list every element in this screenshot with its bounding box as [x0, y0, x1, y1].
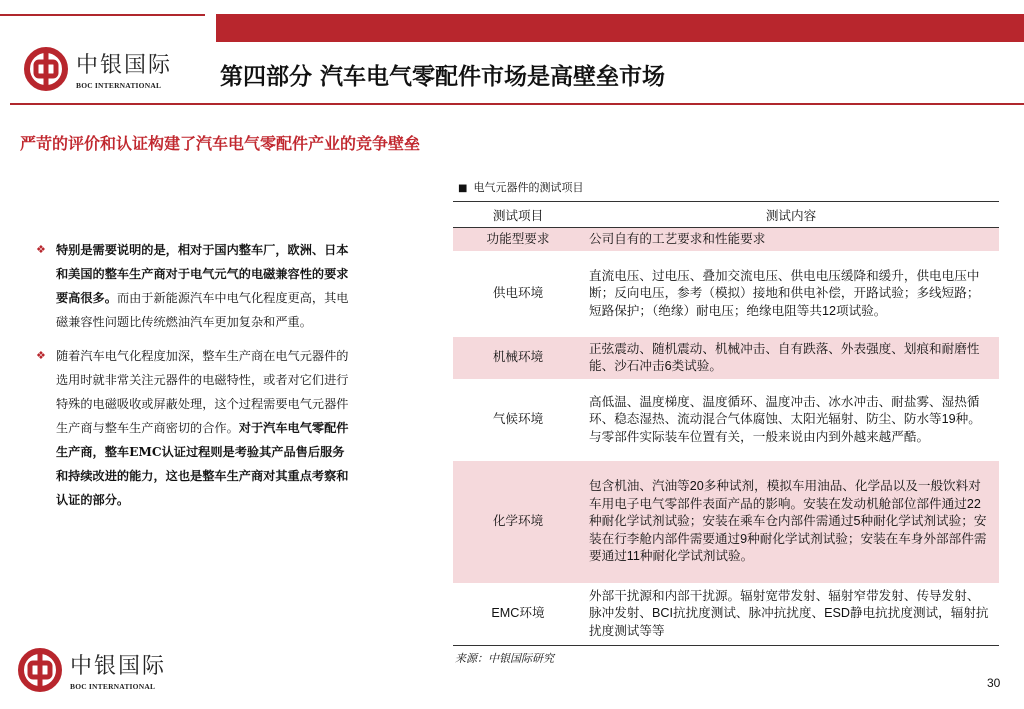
top-banner-bar — [216, 14, 1024, 42]
table-row — [453, 337, 999, 379]
boc-logo-icon — [18, 648, 62, 692]
top-rule-left — [0, 14, 205, 16]
test-content-cell: 正弦震动、随机震动、机械冲击、自有跌落、外表强度、划痕和耐磨性能、沙石冲击6类试验。 — [583, 337, 999, 379]
bullet-1-bold-text: 特别是需要说明的是，相对于国内整车厂，欧洲、日本和美国的整车生产商对于电气元气的电磁兼容性的要求要高很多。 — [56, 243, 349, 305]
source-note: 来源：中银国际研究 — [455, 652, 554, 665]
square-bullet-icon: ■ — [458, 183, 468, 194]
test-item-cell: 功能型要求 — [453, 228, 583, 252]
table-row — [453, 583, 999, 646]
table-row — [453, 251, 999, 337]
test-item-cell: 机械环境 — [453, 337, 583, 379]
column-header-item: 测试项目 — [453, 202, 583, 228]
test-content-cell: 高低温、温度梯度、温度循环、温度冲击、冰水冲击、耐盐雾、湿热循环、稳态湿热、流动混合气体腐蚀、太阳光辐射、防尘、防水等19种。与零部件实际装车位置有关，一般来说由内到外越来越严酷。 — [589, 394, 981, 444]
boc-logo-icon — [24, 47, 68, 91]
bullet-list — [36, 238, 356, 522]
company-logo — [24, 47, 172, 91]
table-row — [453, 379, 999, 461]
test-item-cell: 供电环境 — [492, 286, 544, 301]
test-item-cell: 化学环境 — [453, 461, 583, 583]
bullet-item-2 — [36, 344, 356, 512]
logo-english-text: BOC INTERNATIONAL — [70, 682, 156, 691]
bullet-1-text: 而由于新能源汽车中电气化程度更高，其电磁兼容性问题比传统燃油汽车更加复杂和严重。 — [56, 291, 349, 329]
table-caption — [458, 179, 583, 195]
test-item-cell: EMC环境 — [453, 583, 583, 646]
bullet-2-bold-text: 对于汽车电气零配件生产商，整车EMC认证过程则是考验其产品售后服务和持续改进的能力，这也是整车生产商对其重点考察和认证的部分。 — [56, 421, 349, 507]
logo-chinese-text: 中银国际 — [76, 53, 173, 78]
test-content-cell: 包含机油、汽油等20多种试剂，模拟车用油品、化学品以及一般饮料对车用电子电气零部件表面产品的影响。安装在发动机舱部位部件通过22种耐化学试剂试验；安装在乘车仓内部件需通过5种耐化学试剂试验；安装在行李舱内部件需要通过9种耐化学试剂试验；安装在车身外部部件需要通过11种耐化学试剂试验。 — [583, 461, 999, 583]
table-row — [453, 461, 999, 583]
logo-chinese-text: 中银国际 — [70, 654, 167, 679]
slide-subtitle: 严苛的评价和认证构建了汽车电气零配件产业的竞争壁垒 — [20, 134, 421, 153]
test-items-table — [453, 201, 999, 646]
page-title: 第四部分 汽车电气零配件市场是高壁垒市场 — [220, 63, 666, 90]
test-content-cell: 直流电压、过电压、叠加交流电压、供电电压缓降和缓升，供电电压中断；反向电压，参考（模拟）接地和供电补偿，开路试验；多线短路；短路保护；（绝缘）耐电压；绝缘电阻等共12项试验。 — [589, 268, 980, 318]
logo-english-text: BOC INTERNATIONAL — [76, 81, 162, 90]
footer-logo — [18, 648, 166, 692]
test-content-cell: 公司自有的工艺要求和性能要求 — [583, 228, 999, 252]
column-header-content: 测试内容 — [583, 202, 999, 228]
diamond-bullet-icon: ❖ — [36, 243, 46, 256]
header-divider — [10, 103, 1024, 105]
test-item-cell: 气候环境 — [492, 412, 544, 427]
page-number: 30 — [987, 676, 1001, 690]
bullet-2-text: 随着汽车电气化程度加深，整车生产商在电气元器件的选用时就非常关注元器件的电磁特性，或者对它们进行特殊的电磁吸收或屏蔽处理，这个过程需要电气元器件生产商与整车生产商密切的合作。 — [56, 349, 349, 435]
diamond-bullet-icon: ❖ — [36, 349, 46, 362]
table-header-row — [453, 202, 999, 228]
table-caption-text: 电气元器件的测试项目 — [473, 181, 584, 194]
table-row — [453, 228, 999, 252]
test-content-cell: 外部干扰源和内部干扰源。辐射宽带发射、辐射窄带发射、传导发射、脉冲发射、BCI抗扰度测试、脉冲抗扰度、ESD静电抗扰度测试，辐射抗扰度测试等等 — [583, 583, 999, 646]
bullet-item-1 — [36, 238, 356, 334]
